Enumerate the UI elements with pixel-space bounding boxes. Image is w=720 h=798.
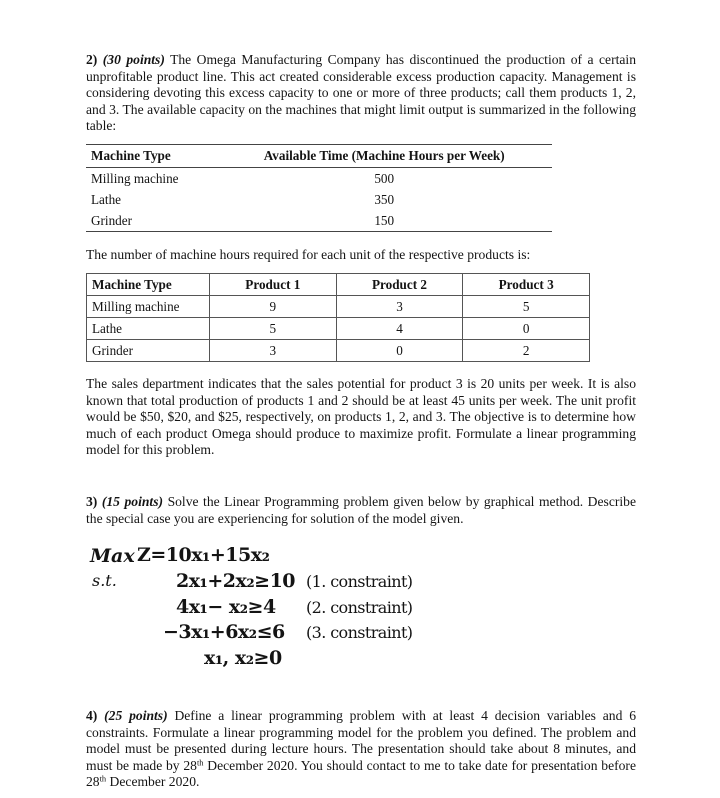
table-cell: 150 [216,210,552,232]
q3-body: Solve the Linear Programming problem given below by graphical method. Describe the special case you are experiencing for solution of the model given. [86,494,636,526]
table-row [87,318,590,340]
q4-body-a: Define a linear programming problem with at least 4 decision variables and 6 constraints. Formulate a linear programming model for the problem you defined. The problem and model must be presented during lecture hours. The presentation should take about 8 minutes, and must be made by 28 [86,708,636,773]
max-label: Max [90,545,135,567]
q2-intro [86,52,636,135]
table-header-row [87,274,590,296]
q2-number: 2) [86,52,98,67]
table-header-row [86,145,552,168]
table-cell: 3 [336,296,463,318]
table-header-cell: Product 2 [336,274,463,296]
q2-lead2: The number of machine hours required for each unit of the respective products is: [86,247,531,262]
q4-sup-1: th [196,757,204,768]
table-cell: 3 [210,340,337,362]
machine-hours-table [86,273,590,362]
table-cell: 0 [336,340,463,362]
table-header-cell: Product 3 [463,274,590,296]
table-cell: Milling machine [91,170,179,186]
q3-points: (15 points) [101,494,164,509]
q4-text [86,708,636,791]
constraint-note-3: (3. constraint) [306,623,413,642]
table-header-cell: Machine Type [87,274,210,296]
st-label: s.t. [92,571,117,590]
table-cell: 350 [374,191,395,207]
table-row [86,210,552,232]
constraint-2: 4x₁− x₂≥4 [176,596,276,618]
table-cell: 2 [463,340,590,362]
constraint-1: 2x₁+2x₂≥10 [176,570,296,592]
table-cell: Milling machine [87,296,210,318]
table-cell: 500 [374,170,395,186]
table-header-cell: Machine Type [86,145,216,168]
q4-sup-2: th [99,773,107,784]
table-header-cell: Available Time (Machine Hours per Week) [216,145,552,168]
q4-body-c: December 2020. [106,774,200,790]
table-row [87,340,590,362]
q4-points: (25 points) [104,708,168,723]
constraint-3: −3x₁+6x₂≤6 [163,621,285,643]
table-cell: 5 [463,296,590,318]
table-cell: Grinder [86,210,216,232]
table-cell: Lathe [91,191,122,207]
q2-closing: The sales department indicates that the sales potential for product 3 is 20 units per week. It is also known that total production of products 1 and 2 should be at least 45 units per week. The unit profit would be $50, $20, and $25, respectively, on products 1, 2, and 3. The objective is to determine how much of each product Omega should produce to maximize profit. Formulate a linear programming model for this problem. [86,376,636,458]
table-cell: 5 [210,318,337,340]
table-cell: 0 [463,318,590,340]
table-cell: Lathe [87,318,210,340]
table-row [86,189,552,210]
q4-number: 4) [86,708,98,723]
table-cell: 4 [336,318,463,340]
q4-body-b: December 2020. You should contact to me to take date for presentation before 28 [86,757,636,790]
q3-number: 3) [86,494,98,509]
table-row [87,296,590,318]
table-cell: 9 [210,296,337,318]
capacity-table [86,144,552,232]
table-cell: Grinder [87,340,210,362]
constraint-note-2: (2. constraint) [306,598,413,617]
constraint-note-1: (1. constraint) [306,572,413,591]
table-header-cell: Product 1 [210,274,337,296]
q3-text [86,494,636,527]
q2-points: (30 points) [102,52,165,67]
objective-function: Z=10x₁+15x₂ [137,544,270,566]
table-row [86,168,552,190]
nonnegativity: x₁, x₂≥0 [204,647,282,669]
q2-intro-text: The Omega Manufacturing Company has discontinued the production of a certain unprofitable product line. This act created considerable excess production capacity. Management is considering devoting this excess capacity to one or more of three products; call them products 1, 2, and 3. The available capacity on the machines that might limit output is summarized in the following table: [86,52,636,134]
